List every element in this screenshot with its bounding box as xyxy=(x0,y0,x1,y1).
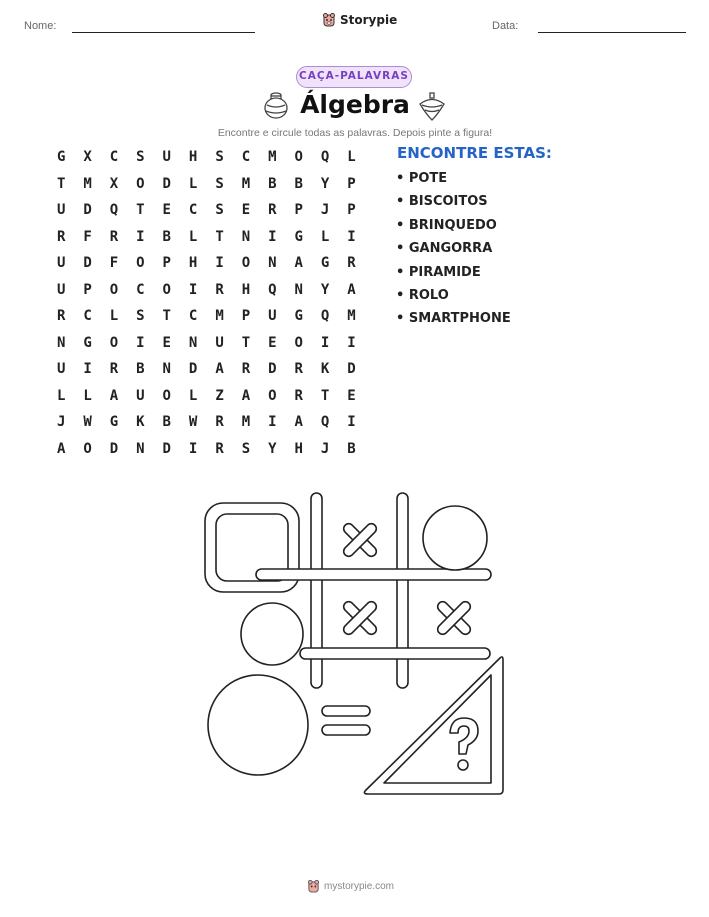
grid-letter[interactable]: B xyxy=(294,175,303,192)
grid-letter[interactable]: D xyxy=(162,440,171,457)
grid-letter[interactable]: T xyxy=(241,334,251,351)
grid-letter[interactable]: I xyxy=(136,228,145,245)
grid-letter[interactable]: L xyxy=(56,387,66,404)
word-list-word: ROLO xyxy=(408,287,449,303)
grid-letter[interactable]: I xyxy=(347,414,356,430)
grid-letter[interactable]: A xyxy=(294,255,303,271)
grid-letter[interactable]: U xyxy=(215,334,224,351)
algebra-coloring-figure[interactable] xyxy=(200,488,520,808)
grid-letter[interactable]: B xyxy=(136,361,145,377)
grid-letter[interactable]: P xyxy=(347,202,356,218)
grid-letter[interactable]: I xyxy=(320,334,330,351)
word-list-word: SMARTPHONE xyxy=(408,311,511,327)
grid-letter[interactable]: P xyxy=(83,281,92,298)
grid-letter[interactable]: R xyxy=(268,202,277,218)
grid-letter[interactable]: Q xyxy=(320,414,330,430)
grid-letter[interactable]: N xyxy=(162,361,171,377)
grid-letter[interactable]: A xyxy=(241,387,251,404)
grid-letter[interactable]: M xyxy=(268,149,277,165)
grid-letter[interactable]: A xyxy=(294,414,303,430)
grid-letter[interactable]: U xyxy=(56,255,66,271)
grid-letter[interactable]: H xyxy=(294,440,303,457)
grid-letter[interactable]: D xyxy=(109,440,119,457)
grid-letter[interactable]: P xyxy=(294,202,303,218)
word-list-word: PIRAMIDE xyxy=(408,264,481,280)
word-list-word: BISCOITOS xyxy=(408,194,488,210)
grid-letter[interactable]: C xyxy=(188,202,198,218)
grid-letter[interactable]: R xyxy=(347,255,356,271)
brand-logo xyxy=(322,12,397,27)
grid-letter[interactable]: L xyxy=(347,149,356,165)
grid-letter[interactable]: O xyxy=(109,281,119,298)
grid-letter[interactable]: F xyxy=(109,255,119,271)
grid-letter[interactable]: J xyxy=(320,202,330,218)
bullet-icon: • xyxy=(396,311,409,327)
word-list-item xyxy=(396,311,511,334)
word-list xyxy=(396,171,511,335)
letter-grid[interactable] xyxy=(48,148,365,466)
grid-letter[interactable]: G xyxy=(294,308,303,324)
bullet-icon: • xyxy=(396,194,409,210)
grid-letter[interactable]: D xyxy=(162,175,171,192)
grid-letter[interactable]: S xyxy=(215,175,224,192)
grid-letter[interactable]: C xyxy=(83,308,92,324)
grid-letter[interactable]: N xyxy=(268,255,277,271)
grid-letter[interactable]: R xyxy=(241,361,251,377)
grid-letter[interactable]: N xyxy=(241,228,251,245)
grid-letter[interactable]: S xyxy=(136,308,145,324)
grid-letter[interactable]: R xyxy=(109,228,119,245)
grid-letter[interactable]: Z xyxy=(215,387,224,404)
name-label: Nome: xyxy=(24,20,57,32)
grid-letter[interactable]: P xyxy=(162,255,171,271)
grid-letter[interactable]: Q xyxy=(320,149,330,165)
grid-letter[interactable]: I xyxy=(268,228,277,245)
grid-letter[interactable]: H xyxy=(241,281,251,298)
grid-letter[interactable]: R xyxy=(215,440,224,457)
grid-letter[interactable]: E xyxy=(162,202,171,218)
grid-letter[interactable]: L xyxy=(320,228,330,245)
grid-letter[interactable]: S xyxy=(136,149,145,165)
footer-url[interactable]: mystorypie.com xyxy=(324,880,395,892)
grid-letter[interactable]: I xyxy=(347,228,356,245)
grid-letter[interactable]: T xyxy=(162,308,171,324)
grid-letter[interactable]: B xyxy=(268,175,277,192)
grid-letter[interactable]: S xyxy=(215,149,224,165)
grid-letter[interactable]: N xyxy=(188,334,198,351)
grid-letter[interactable]: X xyxy=(83,149,92,165)
grid-letter[interactable]: O xyxy=(136,175,145,192)
word-list-item xyxy=(396,265,511,288)
spinning-top-icon xyxy=(418,92,446,122)
grid-letter[interactable]: N xyxy=(136,440,145,457)
grid-letter[interactable]: A xyxy=(347,281,356,298)
grid-letter[interactable]: M xyxy=(347,308,356,324)
grid-letter[interactable]: G xyxy=(83,334,92,351)
bullet-icon: • xyxy=(396,287,409,303)
grid-letter[interactable]: S xyxy=(241,440,251,457)
grid-letter[interactable]: C xyxy=(241,149,251,165)
grid-letter[interactable]: E xyxy=(162,334,171,351)
grid-letter[interactable]: U xyxy=(56,202,66,218)
word-list-item xyxy=(396,171,511,194)
grid-letter[interactable]: I xyxy=(215,255,224,271)
grid-letter[interactable]: T xyxy=(215,228,224,245)
grid-letter[interactable]: L xyxy=(188,387,198,404)
grid-letter[interactable]: W xyxy=(188,414,198,430)
grid-letter[interactable]: S xyxy=(215,202,224,218)
bullet-icon: • xyxy=(396,241,409,257)
word-list-item xyxy=(396,288,511,311)
bullet-icon: • xyxy=(396,171,409,186)
grid-letter[interactable]: O xyxy=(294,334,303,351)
grid-letter[interactable]: D xyxy=(188,361,198,377)
grid-letter[interactable]: X xyxy=(109,175,119,192)
grid-letter[interactable]: I xyxy=(268,414,277,430)
footer xyxy=(307,879,394,893)
grid-letter[interactable]: O xyxy=(294,149,303,165)
grid-letter[interactable]: O xyxy=(136,255,145,271)
grid-letter[interactable]: M xyxy=(241,175,251,192)
grid-letter[interactable]: O xyxy=(241,255,251,271)
storypie-mascot-icon xyxy=(322,12,336,27)
grid-letter[interactable]: Y xyxy=(320,175,330,192)
grid-letter[interactable]: U xyxy=(56,361,66,377)
grid-letter[interactable]: G xyxy=(320,255,330,271)
word-list-word: BRINQUEDO xyxy=(408,217,497,233)
grid-letter[interactable]: O xyxy=(162,281,171,298)
grid-letter[interactable]: O xyxy=(109,334,119,351)
grid-letter[interactable]: E xyxy=(241,202,251,218)
grid-letter[interactable]: U xyxy=(268,308,277,324)
grid-letter[interactable]: L xyxy=(109,308,119,324)
grid-letter[interactable]: Q xyxy=(320,308,330,324)
grid-letter[interactable]: P xyxy=(241,308,251,324)
grid-letter[interactable]: O xyxy=(162,387,171,404)
grid-letter[interactable]: Y xyxy=(320,281,330,298)
word-list-word: GANGORRA xyxy=(408,241,493,257)
grid-letter[interactable]: N xyxy=(56,334,66,351)
word-list-heading: ENCONTRE ESTAS: xyxy=(397,144,552,162)
grid-letter[interactable]: N xyxy=(294,281,303,298)
grid-letter[interactable]: J xyxy=(56,414,66,430)
grid-letter[interactable]: U xyxy=(162,149,171,165)
grid-letter[interactable]: R xyxy=(56,228,66,245)
date-line xyxy=(538,32,686,33)
instructions: Encontre e circule todas as palavras. Depois pinte a figura! xyxy=(217,127,493,139)
grid-letter[interactable]: G xyxy=(109,414,119,430)
page-title: Álgebra xyxy=(300,90,410,119)
word-list-word: POTE xyxy=(408,171,448,186)
grid-letter[interactable]: U xyxy=(56,281,66,298)
grid-letter[interactable]: R xyxy=(294,387,303,404)
grid-letter[interactable]: R xyxy=(109,361,119,377)
grid-letter[interactable]: B xyxy=(162,228,171,245)
grid-letter[interactable]: J xyxy=(320,440,330,457)
grid-letter[interactable]: Q xyxy=(268,281,277,298)
grid-letter[interactable]: Q xyxy=(109,202,119,218)
grid-letter[interactable]: G xyxy=(56,149,66,165)
grid-letter[interactable]: B xyxy=(347,440,356,457)
grid-letter[interactable]: T xyxy=(56,175,66,192)
name-line xyxy=(72,32,255,33)
grid-letter[interactable]: D xyxy=(83,255,92,271)
grid-letter[interactable]: B xyxy=(162,414,171,430)
grid-letter[interactable]: L xyxy=(188,228,198,245)
grid-letter[interactable]: H xyxy=(188,149,198,165)
word-list-item xyxy=(396,218,511,241)
grid-letter[interactable]: A xyxy=(215,361,224,377)
grid-letter[interactable]: Y xyxy=(268,440,277,457)
grid-letter[interactable]: U xyxy=(136,387,145,404)
grid-letter[interactable]: F xyxy=(83,228,92,245)
word-list-item xyxy=(396,194,511,217)
grid-letter[interactable]: O xyxy=(268,387,277,404)
grid-letter[interactable]: L xyxy=(188,175,198,192)
grid-letter[interactable]: I xyxy=(136,334,145,351)
brand-name: Storypie xyxy=(340,12,398,27)
grid-letter[interactable]: C xyxy=(136,281,145,298)
word-list-item xyxy=(396,241,511,264)
grid-letter[interactable]: I xyxy=(347,334,356,351)
grid-letter[interactable]: T xyxy=(136,202,145,218)
grid-letter[interactable]: E xyxy=(347,387,356,404)
grid-letter[interactable]: D xyxy=(347,361,356,377)
grid-letter[interactable]: M xyxy=(215,308,224,324)
grid-letter[interactable]: M xyxy=(241,414,251,430)
grid-letter[interactable]: G xyxy=(294,228,303,245)
grid-letter[interactable]: O xyxy=(83,440,92,457)
grid-letter[interactable]: I xyxy=(83,361,92,377)
grid-letter[interactable]: D xyxy=(83,202,92,218)
grid-letter[interactable]: C xyxy=(188,308,198,324)
grid-letter[interactable]: K xyxy=(136,414,145,430)
grid-letter[interactable]: A xyxy=(109,387,119,404)
bullet-icon: • xyxy=(396,217,409,233)
grid-letter[interactable]: I xyxy=(188,281,198,298)
grid-letter[interactable]: T xyxy=(320,387,330,404)
grid-letter[interactable]: P xyxy=(347,175,356,192)
grid-letter[interactable]: C xyxy=(109,149,119,165)
grid-letter[interactable]: R xyxy=(294,361,303,377)
grid-letter[interactable]: D xyxy=(268,361,277,377)
puzzle-type-badge: CAÇA-PALAVRAS xyxy=(296,66,412,88)
date-label: Data: xyxy=(492,20,519,32)
grid-letter[interactable]: A xyxy=(56,440,66,457)
grid-letter[interactable]: H xyxy=(188,255,198,271)
grid-letter[interactable]: M xyxy=(83,175,92,192)
grid-letter[interactable]: R xyxy=(215,281,224,298)
grid-letter[interactable]: E xyxy=(268,334,277,351)
pot-icon xyxy=(263,91,289,121)
grid-letter[interactable]: L xyxy=(83,387,92,404)
bullet-icon: • xyxy=(396,264,409,280)
grid-letter[interactable]: R xyxy=(215,414,224,430)
storypie-mascot-icon xyxy=(307,879,320,893)
grid-letter[interactable]: R xyxy=(56,308,66,324)
grid-letter[interactable]: W xyxy=(83,414,92,430)
grid-letter[interactable]: I xyxy=(188,440,198,457)
grid-letter[interactable]: K xyxy=(320,361,330,377)
